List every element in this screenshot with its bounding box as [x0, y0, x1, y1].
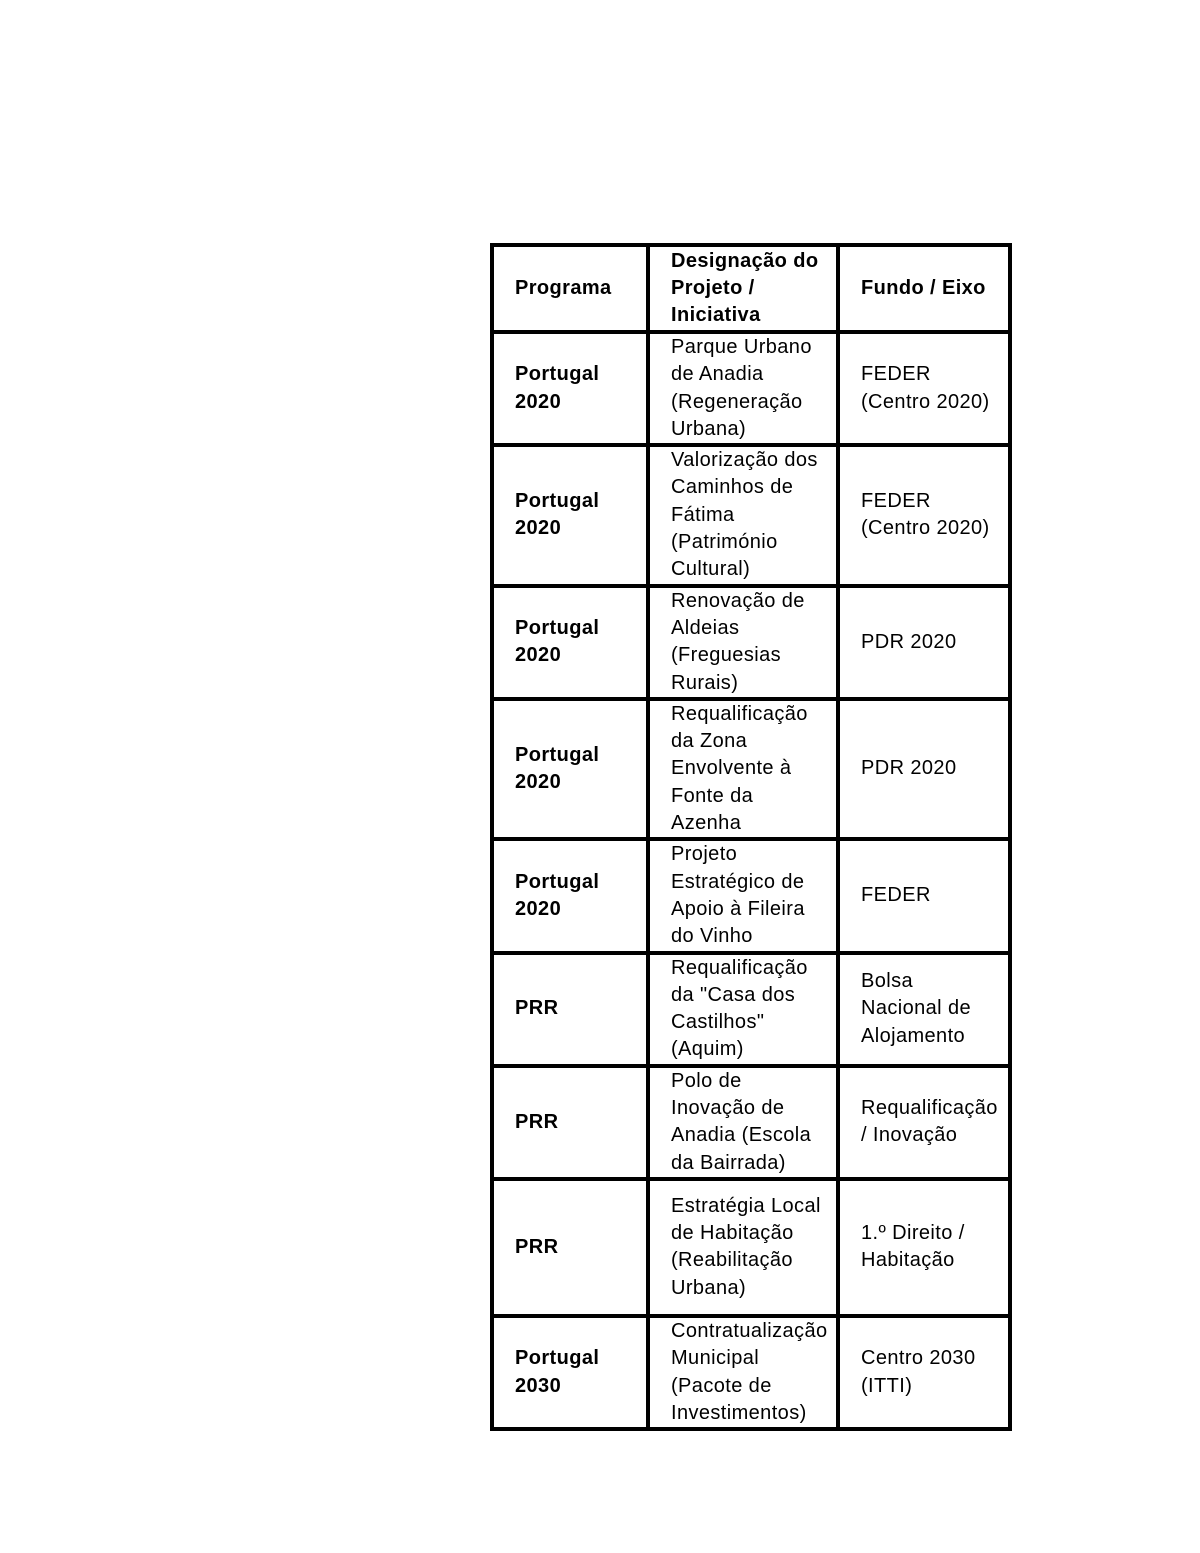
cell-programa: Portugal 2030 [492, 1316, 648, 1429]
cell-designacao: Contratualização Municipal (Pacote de Investimentos) [648, 1316, 838, 1429]
cell-fundo-eixo: PDR 2020 [838, 586, 1010, 699]
header-programa: Programa [492, 245, 648, 332]
cell-designacao: Projeto Estratégico de Apoio à Fileira do Vinho [648, 839, 838, 952]
cell-fundo-eixo: FEDER [838, 839, 1010, 952]
cell-designacao: Parque Urbano de Anadia (Regeneração Urbana) [648, 332, 838, 445]
table-row [492, 586, 1010, 699]
table-row [492, 445, 1010, 585]
cell-programa: Portugal 2020 [492, 332, 648, 445]
cell-designacao: Renovação de Aldeias (Freguesias Rurais) [648, 586, 838, 699]
table-row [492, 953, 1010, 1066]
cell-fundo-eixo: FEDER (Centro 2020) [838, 332, 1010, 445]
cell-programa: Portugal 2020 [492, 586, 648, 699]
cell-programa: PRR [492, 1066, 648, 1179]
table-row [492, 1179, 1010, 1316]
cell-programa: PRR [492, 953, 648, 1066]
cell-designacao: Valorização dos Caminhos de Fátima (Património Cultural) [648, 445, 838, 585]
table-row [492, 699, 1010, 839]
table-row [492, 332, 1010, 445]
cell-programa: PRR [492, 1179, 648, 1316]
cell-designacao: Polo de Inovação de Anadia (Escola da Bairrada) [648, 1066, 838, 1179]
table-header-row [492, 245, 1010, 332]
table-row [492, 1316, 1010, 1429]
header-fundo-eixo: Fundo / Eixo [838, 245, 1010, 332]
cell-fundo-eixo: FEDER (Centro 2020) [838, 445, 1010, 585]
cell-fundo-eixo: Bolsa Nacional de Alojamento [838, 953, 1010, 1066]
cell-programa: Portugal 2020 [492, 699, 648, 839]
header-designacao: Designação do Projeto / Iniciativa [648, 245, 838, 332]
table-row [492, 839, 1010, 952]
cell-fundo-eixo: 1.º Direito / Habitação [838, 1179, 1010, 1316]
cell-fundo-eixo: Centro 2030 (ITTI) [838, 1316, 1010, 1429]
table-row [492, 1066, 1010, 1179]
cell-designacao: Requalificação da "Casa dos Castilhos" (Aquim) [648, 953, 838, 1066]
projects-table [490, 243, 1012, 1431]
cell-designacao: Estratégia Local de Habitação (Reabilitação Urbana) [648, 1179, 838, 1316]
cell-designacao: Requalificação da Zona Envolvente à Fonte da Azenha [648, 699, 838, 839]
cell-programa: Portugal 2020 [492, 839, 648, 952]
cell-programa: Portugal 2020 [492, 445, 648, 585]
cell-fundo-eixo: Requalificação / Inovação [838, 1066, 1010, 1179]
cell-fundo-eixo: PDR 2020 [838, 699, 1010, 839]
